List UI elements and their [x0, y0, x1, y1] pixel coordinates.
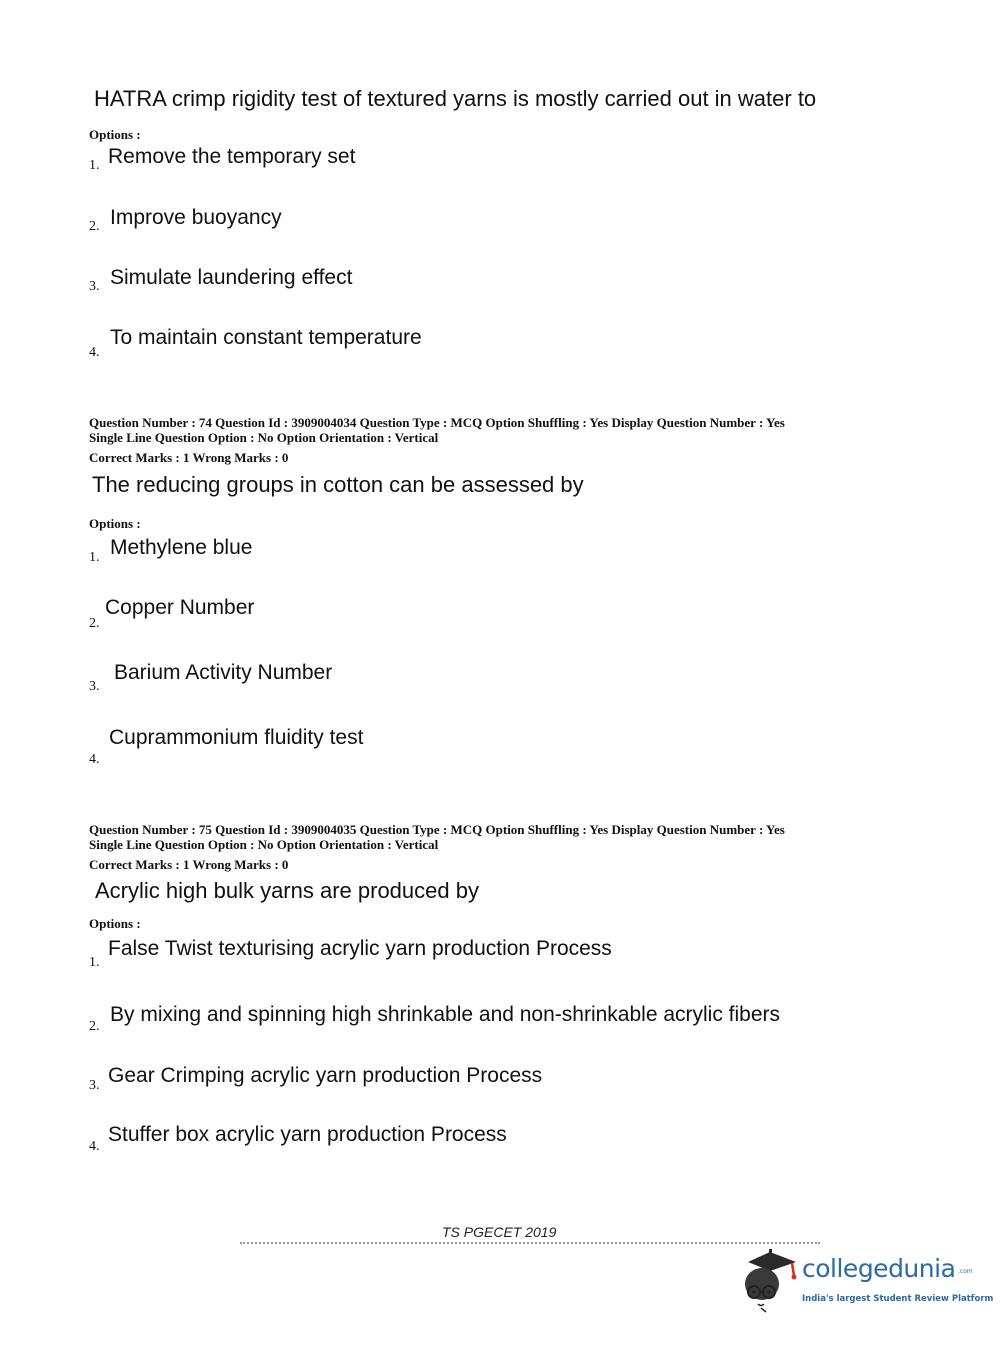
q74-option-2-text: Copper Number: [105, 596, 255, 619]
q75-option-2-number: 2.: [89, 1019, 100, 1034]
q73-option-2-number: 2.: [89, 219, 100, 234]
q75-question-text: Acrylic high bulk yarns are produced by: [95, 878, 479, 903]
q73-question-text: HATRA crimp rigidity test of textured yarns is mostly carried out in water to: [94, 86, 817, 111]
q75-meta-line1: Question Number : 75 Question Id : 3909004035 Question Type : MCQ Option Shuffling : Yes Display Question Number : Yes: [89, 822, 785, 837]
q75-option-3-text: Gear Crimping acrylic yarn production Process: [108, 1064, 543, 1087]
q74-option-2-number: 2.: [89, 616, 100, 631]
q73-option-2-text: Improve buoyancy: [110, 206, 282, 229]
q74-option-4-text: Cuprammonium fluidity test: [109, 726, 364, 749]
q74-question-text: The reducing groups in cotton can be assessed by: [92, 472, 584, 497]
q73-option-1-text: Remove the temporary set: [108, 145, 356, 168]
q75-option-1-number: 1.: [89, 955, 100, 970]
q74-meta: [89, 415, 785, 445]
q74-option-1-number: 1.: [89, 550, 100, 565]
footer-exam-title: TS PGECET 2019: [442, 1224, 557, 1240]
q74-meta-line1: Question Number : 74 Question Id : 3909004034 Question Type : MCQ Option Shuffling : Yes Display Question Number : Yes: [89, 415, 785, 430]
q74-options-label: Options :: [89, 516, 141, 531]
q75-meta: [89, 822, 785, 852]
q74-option-3-text: Barium Activity Number: [114, 661, 333, 684]
logo-wordmark: collegedunia: [802, 1254, 956, 1283]
q73-option-1-number: 1.: [89, 158, 100, 173]
q73-option-3-text: Simulate laundering effect: [110, 266, 353, 289]
q75-option-4-number: 4.: [89, 1139, 100, 1154]
q73-option-3-number: 3.: [89, 279, 100, 294]
logo-tagline: India's largest Student Review Platform: [802, 1294, 994, 1304]
footer-dotted-divider: [240, 1242, 820, 1248]
q74-option-1-text: Methylene blue: [110, 536, 253, 559]
q75-option-3-number: 3.: [89, 1078, 100, 1093]
q73-option-4-number: 4.: [89, 345, 100, 360]
q75-meta-line2: Single Line Question Option : No Option Orientation : Vertical: [89, 837, 439, 852]
q73-options-label: Options :: [89, 127, 141, 142]
q74-meta-line2: Single Line Question Option : No Option Orientation : Vertical: [89, 430, 439, 445]
collegedunia-logo: [740, 1246, 994, 1316]
q75-option-4-text: Stuffer box acrylic yarn production Process: [108, 1123, 507, 1146]
q73-option-4-text: To maintain constant temperature: [110, 326, 422, 349]
q75-marks: Correct Marks : 1 Wrong Marks : 0: [89, 857, 289, 872]
mascot-icon: [740, 1246, 802, 1316]
q75-option-1-text: False Twist texturising acrylic yarn production Process: [108, 937, 612, 960]
q74-option-3-number: 3.: [89, 679, 100, 694]
q75-options-label: Options :: [89, 916, 141, 931]
logo-domain-suffix: .com: [958, 1268, 973, 1275]
q74-marks: Correct Marks : 1 Wrong Marks : 0: [89, 450, 289, 465]
q74-option-4-number: 4.: [89, 752, 100, 767]
q75-option-2-text: By mixing and spinning high shrinkable and non-shrinkable acrylic fibers: [110, 1003, 781, 1026]
